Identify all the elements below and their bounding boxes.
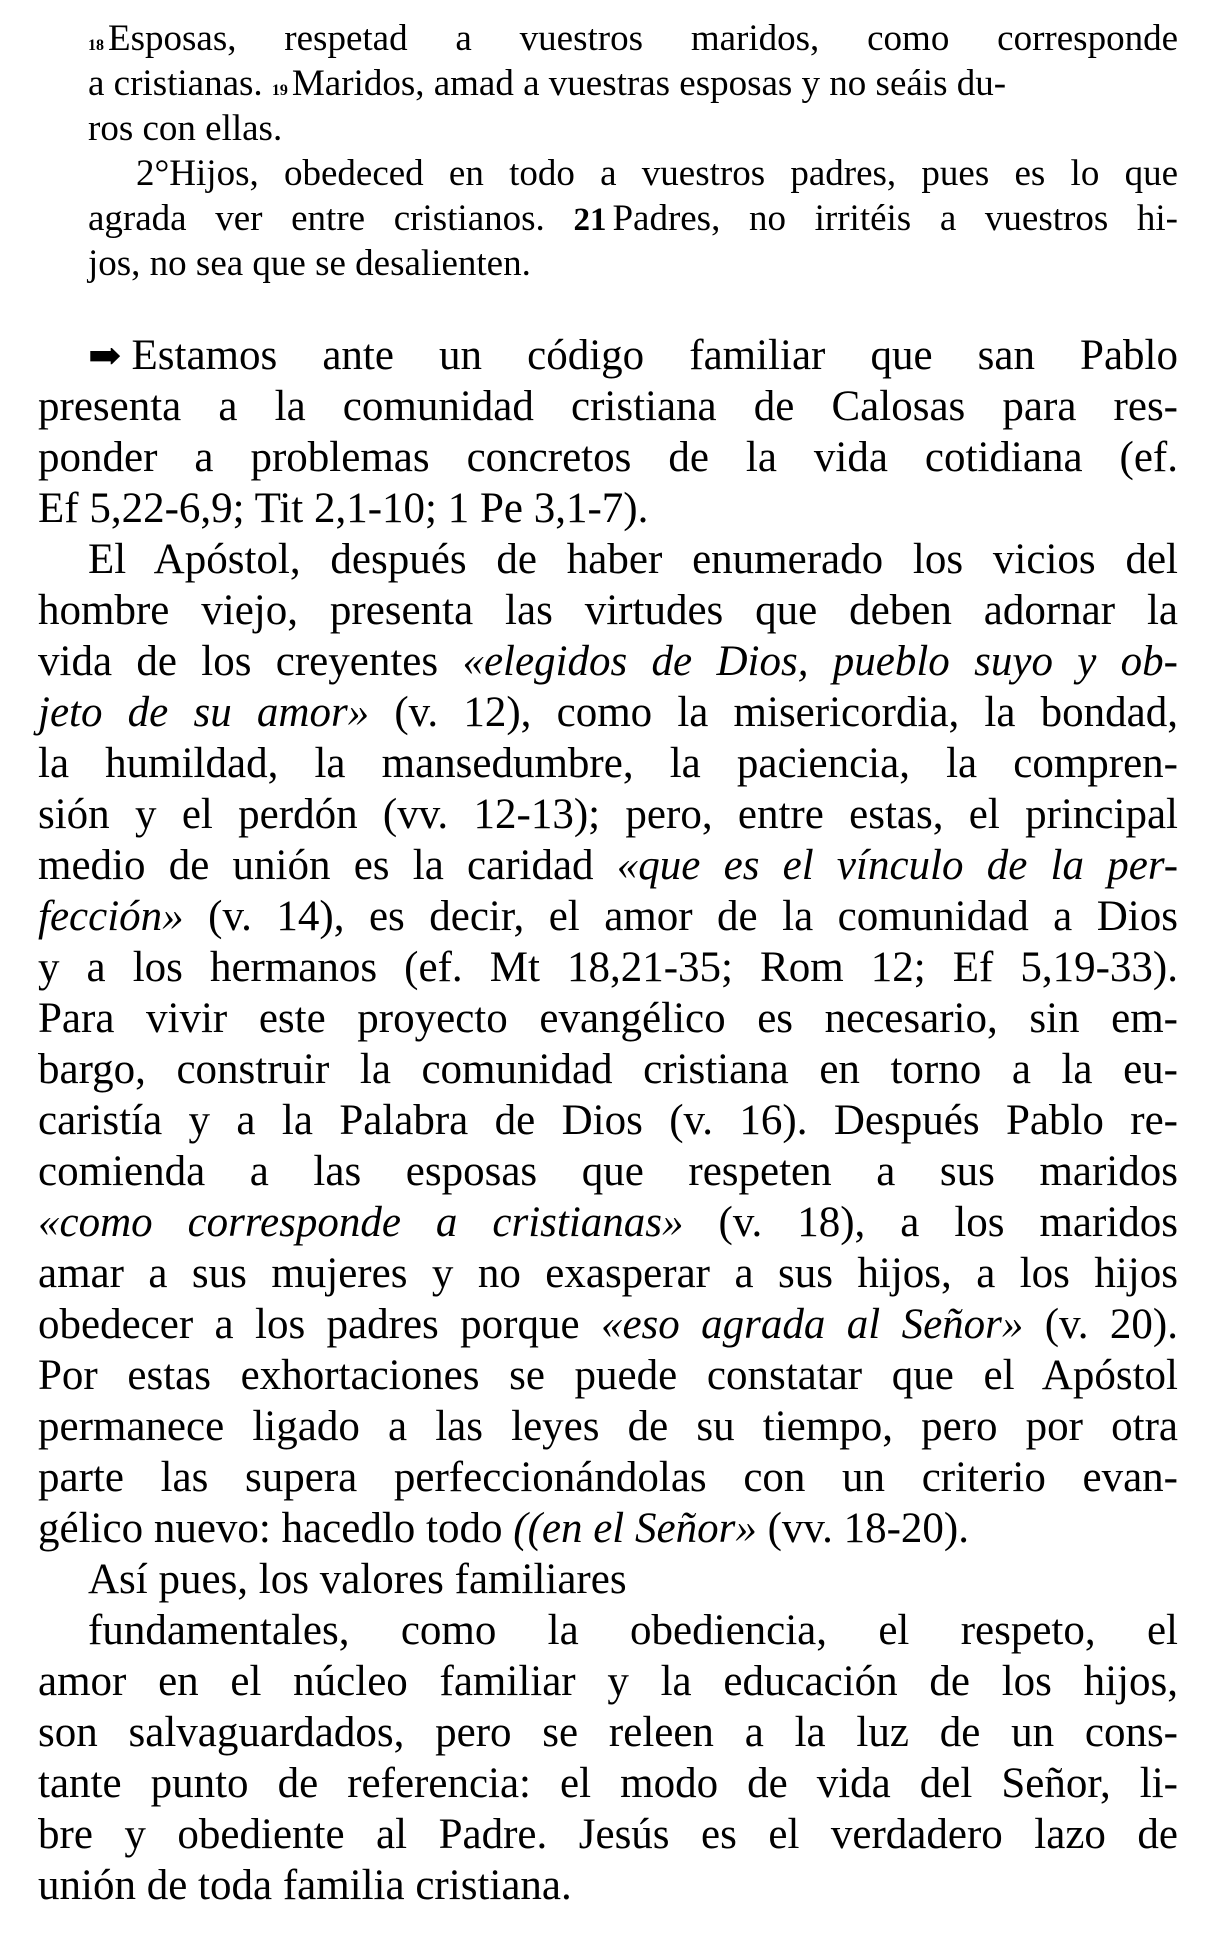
verse-number: 18: [88, 37, 104, 54]
commentary-line: [38, 1248, 1178, 1299]
commentary-line: [38, 432, 1178, 483]
commentary-line: [38, 483, 1178, 534]
commentary-line: [38, 738, 1178, 789]
quotation: jeto de su amor»: [38, 689, 370, 736]
commentary-line: [38, 891, 1178, 942]
commentary-line: [38, 1044, 1178, 1095]
scripture-line: [88, 151, 1178, 196]
commentary-line: [38, 1401, 1178, 1452]
commentary-line: [38, 1860, 1178, 1911]
verse-number: 19: [271, 82, 288, 99]
commentary-line: [38, 534, 1178, 585]
commentary-text: obedecer a los padres porque: [38, 1301, 601, 1348]
scripture-text: agrada ver entre cristianos.: [88, 198, 545, 239]
commentary-text: Para vivir este proyecto evangélico es necesario, sin em-: [38, 995, 1178, 1042]
right-arrow-icon: ➡: [88, 333, 122, 378]
scripture-text: Padres, no irritéis a vuestros hi-: [612, 198, 1178, 239]
commentary-line: [38, 1197, 1178, 1248]
commentary-line: [38, 585, 1178, 636]
quotation: «que es el vínculo de la per-: [616, 842, 1179, 889]
commentary-text: ponder a problemas concretos de la vida cotidiana (ef.: [38, 434, 1178, 481]
commentary-text: son salvaguardados, pero se releen a la luz de un cons-: [38, 1709, 1178, 1756]
commentary-text: medio de unión es la caridad: [38, 842, 617, 889]
commentary-text: caristía y a la Palabra de Dios (v. 16). Después Pablo re-: [38, 1097, 1178, 1144]
commentary-text: (v. 20).: [1023, 1301, 1178, 1348]
scripture-line: [88, 16, 1178, 61]
commentary-text: permanece ligado a las leyes de su tiempo, pero por otra: [38, 1403, 1178, 1450]
commentary-line: [38, 993, 1178, 1044]
commentary-line: [38, 1095, 1178, 1146]
commentary-text: presenta a la comunidad cristiana de Calosas para res-: [38, 383, 1178, 430]
commentary-text: Ef 5,22-6,9; Tit 2,1-10; 1 Pe 3,1-7).: [38, 485, 649, 532]
commentary-line: [38, 330, 1178, 381]
commentary-line: [38, 1503, 1178, 1554]
commentary-text: gélico nuevo: hacedlo todo: [38, 1505, 514, 1552]
commentary-text: vida de los creyentes: [38, 638, 463, 685]
commentary-text: bre y obediente al Padre. Jesús es el verdadero lazo de: [38, 1811, 1178, 1858]
commentary-text: la humildad, la mansedumbre, la paciencia, la compren-: [38, 740, 1178, 787]
commentary-text: sión y el perdón (vv. 12-13); pero, entre estas, el principal: [38, 791, 1178, 838]
commentary-text: amor en el núcleo familiar y la educación de los hijos,: [38, 1658, 1178, 1705]
scripture-line: [88, 106, 1178, 151]
commentary-text: Estamos ante un código familiar que san Pablo: [131, 332, 1178, 379]
commentary-line: [38, 1656, 1178, 1707]
commentary-line: [38, 1707, 1178, 1758]
commentary-line: [38, 942, 1178, 993]
commentary-line: [38, 1350, 1178, 1401]
commentary-text: amar a sus mujeres y no exasperar a sus hijos, a los hijos: [38, 1250, 1178, 1297]
commentary-text: tante punto de referencia: el modo de vida del Señor, li-: [38, 1760, 1178, 1807]
scripture-line: [88, 61, 1178, 106]
commentary-line: [38, 381, 1178, 432]
commentary-line: [38, 1146, 1178, 1197]
quotation: «eso agrada al Señor»: [600, 1301, 1024, 1348]
scripture-line: [88, 241, 1178, 286]
scripture-text: jos, no sea que se desalienten.: [88, 243, 531, 284]
scripture-text: Esposas, respetad a vuestros maridos, como corresponde: [108, 18, 1178, 59]
commentary: [38, 330, 1178, 1911]
commentary-text: fundamentales, como la obediencia, el respeto, el: [88, 1607, 1178, 1654]
commentary-text: Así pues, los valores familiares: [88, 1556, 627, 1603]
scripture-text: Maridos, amad a vuestras esposas y no seáis du-: [291, 63, 1007, 104]
scripture-text: 2°Hijos, obedeced en todo a vuestros padres, pues es lo que: [136, 153, 1178, 194]
commentary-line: [38, 1299, 1178, 1350]
commentary-text: (v. 18), a los maridos: [683, 1199, 1178, 1246]
quotation: ((en el Señor»: [513, 1505, 757, 1552]
quotation: fección»: [38, 893, 184, 940]
commentary-text: comienda a las esposas que respeten a sus maridos: [38, 1148, 1178, 1195]
commentary-text: (vv. 18-20).: [756, 1505, 969, 1552]
commentary-line: [38, 687, 1178, 738]
scripture-text: ros con ellas.: [88, 108, 283, 149]
commentary-line: [38, 840, 1178, 891]
commentary-text: (v. 14), es decir, el amor de la comunidad a Dios: [183, 893, 1178, 940]
commentary-line: [38, 636, 1178, 687]
commentary-line: [38, 1758, 1178, 1809]
scripture-passage: [88, 16, 1178, 286]
commentary-line: [38, 1452, 1178, 1503]
commentary-text: El Apóstol, después de haber enumerado los vicios del: [88, 536, 1178, 583]
quotation: «como corresponde a cristianas»: [38, 1199, 684, 1246]
commentary-line: [38, 789, 1178, 840]
commentary-text: hombre viejo, presenta las virtudes que deben adornar la: [38, 587, 1178, 634]
commentary-line: [38, 1554, 1178, 1605]
commentary-text: unión de toda familia cristiana.: [38, 1862, 572, 1909]
quotation: «elegidos de Dios, pueblo suyo y ob-: [462, 638, 1179, 685]
commentary-line: [38, 1605, 1178, 1656]
commentary-text: parte las supera perfeccionándolas con un criterio evan-: [38, 1454, 1178, 1501]
commentary-line: [38, 1809, 1178, 1860]
verse-number: 21: [573, 202, 607, 238]
scripture-line: [88, 196, 1178, 241]
commentary-text: bargo, construir la comunidad cristiana en torno a la eu-: [38, 1046, 1178, 1093]
commentary-text: Por estas exhortaciones se puede constatar que el Apóstol: [38, 1352, 1178, 1399]
commentary-text: (v. 12), como la misericordia, la bondad,: [369, 689, 1178, 736]
scripture-text: a cristianas.: [88, 63, 263, 104]
commentary-text: y a los hermanos (ef. Mt 18,21-35; Rom 12; Ef 5,19-33).: [38, 944, 1178, 991]
